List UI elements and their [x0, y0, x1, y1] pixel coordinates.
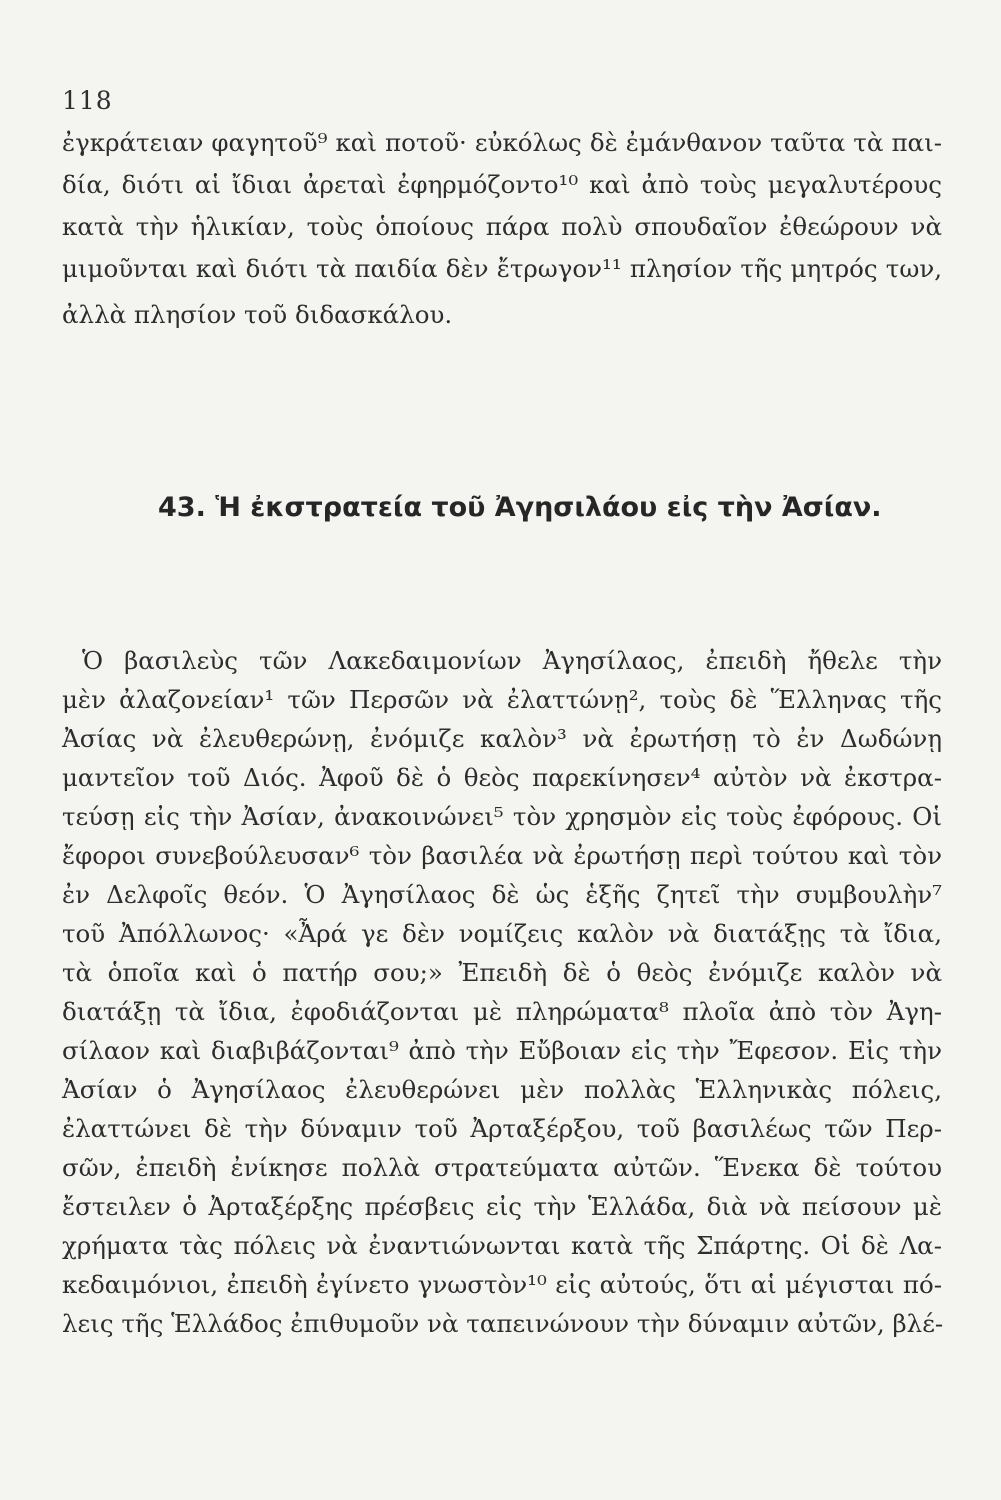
- text-line: σῶν, ἐπειδὴ ἐνίκησε πολλὰ στρατεύματα αὐτῶν. Ἕνεκα δὲ τούτου: [62, 1153, 942, 1182]
- text-line: ἔφοροι συνεβούλευσαν⁶ τὸν βασιλέα νὰ ἐρωτήσῃ περὶ τούτου καὶ τὸν: [62, 841, 942, 870]
- page-number: 118: [62, 86, 113, 115]
- text-line: χρήματα τὰς πόλεις νὰ ἐναντιώνωνται κατὰ τῆς Σπάρτης. Οἱ δὲ Λα-: [62, 1231, 942, 1260]
- text-line: ἐλαττώνει δὲ τὴν δύναμιν τοῦ Ἀρταξέρξου, τοῦ βασιλέως τῶν Περ-: [62, 1114, 942, 1143]
- text-line: κατὰ τὴν ἡλικίαν, τοὺς ὁποίους πάρα πολὺ σπουδαῖον ἐθεώρουν νὰ: [62, 212, 942, 241]
- text-line: μιμοῦνται καὶ διότι τὰ παιδία δὲν ἔτρωγον¹¹ πλησίον τῆς μητρός των,: [62, 254, 942, 283]
- text-line: Ἀσίας νὰ ἐλευθερώνῃ, ἐνόμιζε καλὸν³ νὰ ἐρωτήσῃ τὸ ἐν Δωδώνῃ: [62, 724, 942, 753]
- text-line: μὲν ἀλαζονείαν¹ τῶν Περσῶν νὰ ἐλαττώνῃ², τοὺς δὲ Ἕλληνας τῆς: [62, 685, 942, 714]
- text-line: ἐγκράτειαν φαγητοῦ⁹ καὶ ποτοῦ· εὐκόλως δὲ ἐμάνθανον ταῦτα τὰ παι-: [62, 128, 942, 157]
- text-line: τὰ ὁποῖα καὶ ὁ πατήρ σου;» Ἐπειδὴ δὲ ὁ θεὸς ἐνόμιζε καλὸν νὰ: [62, 958, 942, 987]
- text-line: κεδαιμόνιοι, ἐπειδὴ ἐγίνετο γνωστὸν¹⁰ εἰς αὐτούς, ὅτι αἱ μέγισται πό-: [62, 1270, 942, 1299]
- text-line: Ὁ βασιλεὺς τῶν Λακεδαιμονίων Ἀγησίλαος, ἐπειδὴ ἤθελε τὴν: [82, 646, 942, 675]
- section-heading: 43. Ἡ ἐκστρατεία τοῦ Ἀγησιλάου εἰς τὴν Ἀσίαν.: [158, 492, 882, 523]
- text-line: μαντεῖον τοῦ Διός. Ἀφοῦ δὲ ὁ θεὸς παρεκίνησεν⁴ αὐτὸν νὰ ἐκστρα-: [62, 763, 942, 792]
- text-line: δία, διότι αἱ ἴδιαι ἀρεταὶ ἐφηρμόζοντο¹⁰ καὶ ἀπὸ τοὺς μεγαλυτέρους: [62, 170, 942, 199]
- text-line: Ἀσίαν ὁ Ἀγησίλαος ἐλευθερώνει μὲν πολλὰς Ἑλληνικὰς πόλεις,: [62, 1075, 942, 1104]
- text-line: ἀλλὰ πλησίον τοῦ διδασκάλου.: [62, 300, 453, 329]
- text-line: τοῦ Ἀπόλλωνος· «Ἆρά γε δὲν νομίζεις καλὸν νὰ διατάξῃς τὰ ἴδια,: [62, 919, 942, 948]
- text-line: ἐν Δελφοῖς θεόν. Ὁ Ἀγησίλαος δὲ ὡς ἑξῆς ζητεῖ τὴν συμβουλὴν⁷: [62, 880, 942, 909]
- text-line: διατάξῃ τὰ ἴδια, ἐφοδιάζονται μὲ πληρώματα⁸ πλοῖα ἀπὸ τὸν Ἀγη-: [62, 997, 942, 1026]
- text-line: σίλαον καὶ διαβιβάζονται⁹ ἀπὸ τὴν Εὔβοιαν εἰς τὴν Ἔφεσον. Εἰς τὴν: [62, 1036, 942, 1065]
- text-line: λεις τῆς Ἑλλάδος ἐπιθυμοῦν νὰ ταπεινώνουν τὴν δύναμιν αὐτῶν, βλέ-: [62, 1309, 944, 1338]
- text-line: τεύσῃ εἰς τὴν Ἀσίαν, ἀνακοινώνει⁵ τὸν χρησμὸν εἰς τοὺς ἐφόρους. Οἱ: [62, 802, 942, 831]
- text-line: ἔστειλεν ὁ Ἀρταξέρξης πρέσβεις εἰς τὴν Ἑλλάδα, διὰ νὰ πείσουν μὲ: [62, 1192, 942, 1221]
